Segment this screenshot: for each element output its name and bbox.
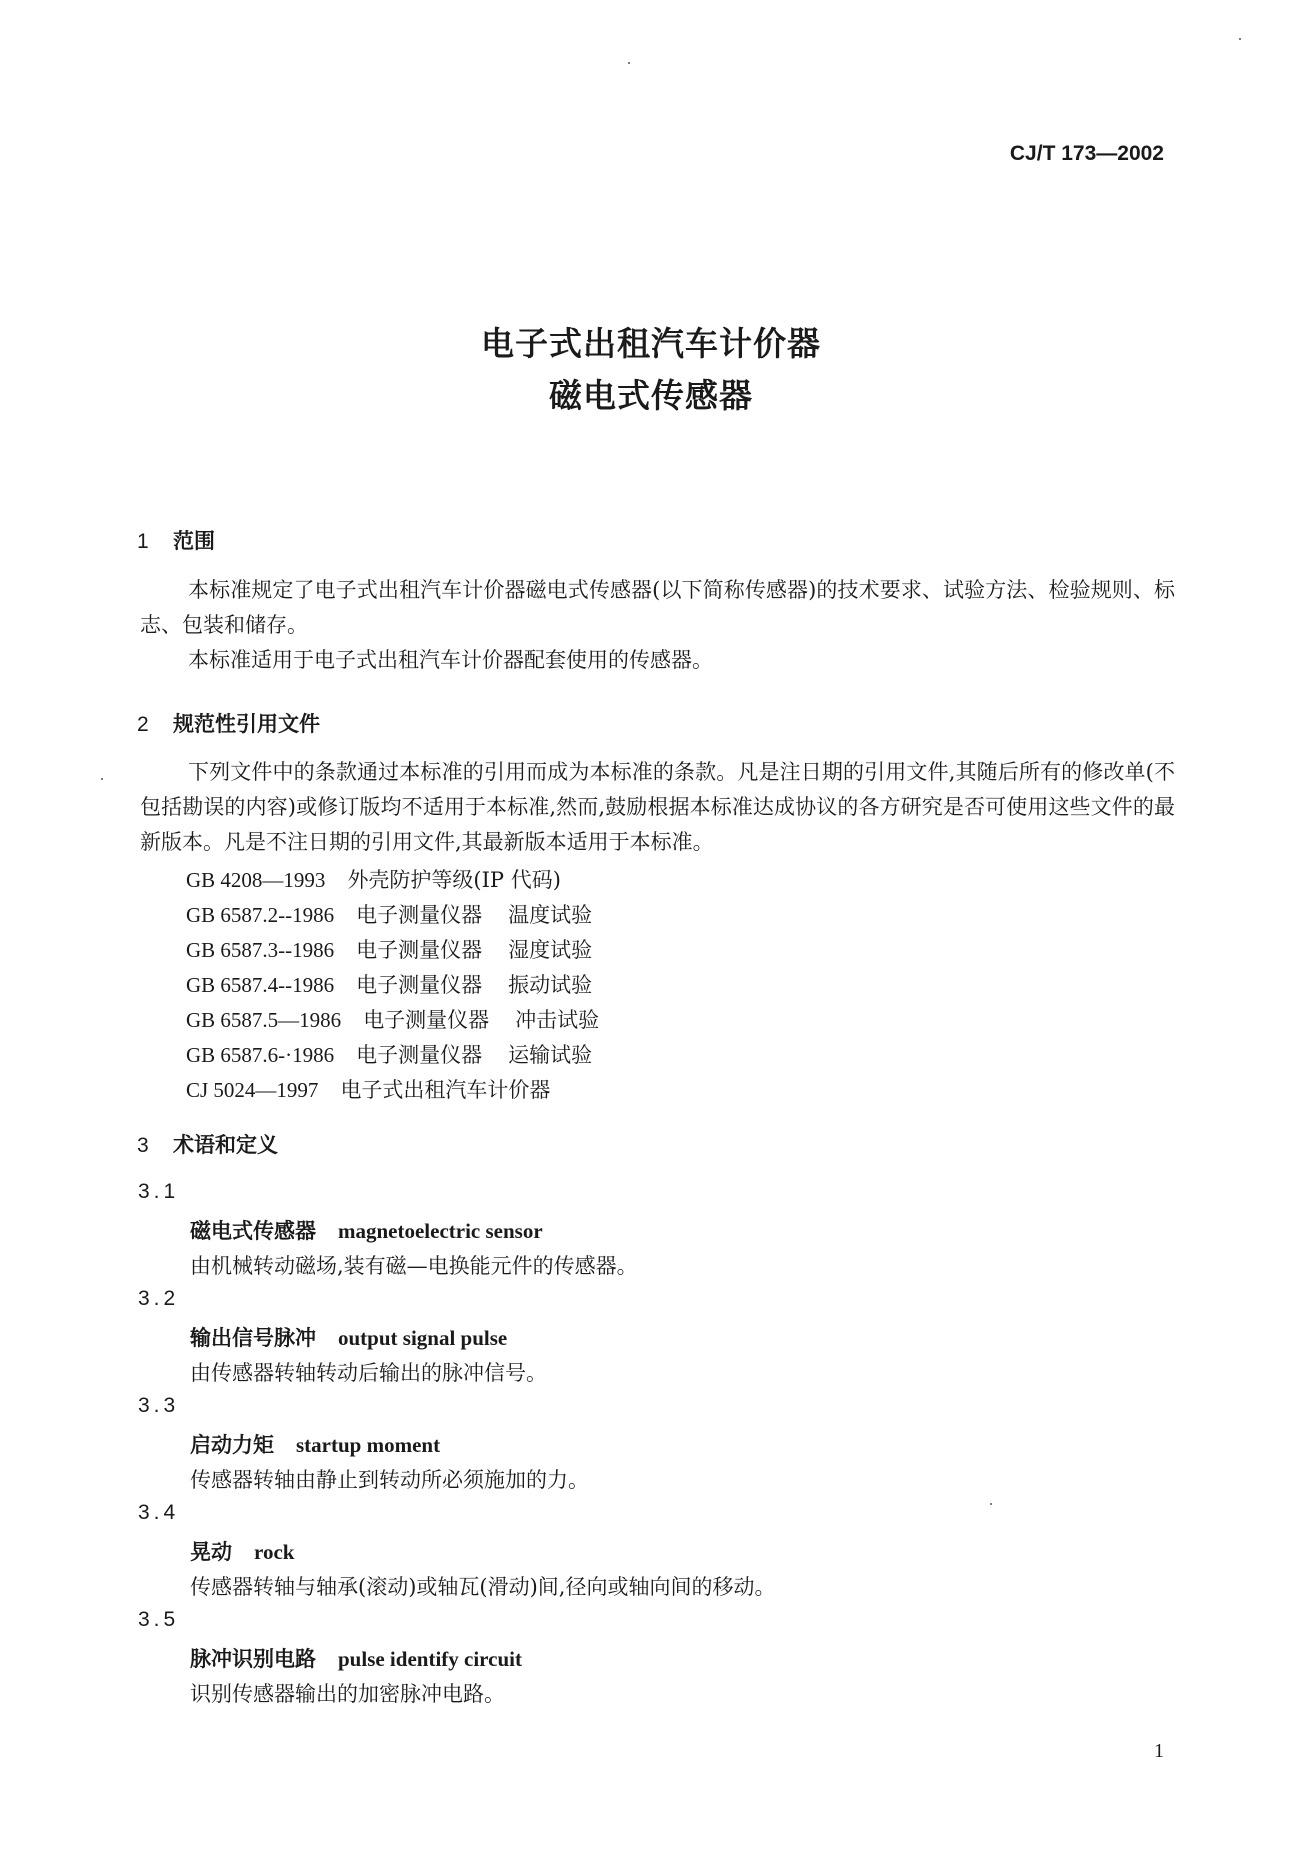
term-en: startup moment: [296, 1433, 441, 1457]
document-subtitle: 磁电式传感器: [549, 376, 753, 415]
term-definition: 识别传感器输出的加密脉冲电路。: [190, 1682, 505, 1706]
term-zh: 启动力矩: [190, 1433, 274, 1457]
clause-number: 3.4: [138, 1501, 180, 1524]
term-entry: [190, 1215, 543, 1245]
scan-speck: [1239, 38, 1241, 40]
reference-item: [186, 864, 561, 894]
scan-speck: [101, 778, 103, 780]
clause-number: 3.1: [138, 1180, 180, 1203]
standard-code: CJ/T 173—2002: [1009, 142, 1164, 165]
clause-number: 3.5: [138, 1608, 180, 1631]
reference-item: [186, 969, 592, 999]
reference-title: 电子式出租汽车计价器: [340, 1078, 551, 1102]
scan-speck: [628, 62, 630, 64]
paragraph: 本标准适用于电子式出租汽车计价器配套使用的传感器。: [188, 648, 713, 672]
reference-title: 电子测量仪器: [356, 938, 483, 962]
section-heading-terms-and-definitions: [137, 1129, 278, 1159]
section-title: 规范性引用文件: [173, 712, 320, 736]
term-definition: 传感器转轴与轴承(滚动)或轴瓦(滑动)间,径向或轴向间的移动。: [190, 1575, 776, 1599]
reference-item: [186, 934, 592, 964]
term-en: magnetoelectric sensor: [338, 1219, 543, 1243]
reference-code: GB 6587.6-·1986: [186, 1043, 335, 1067]
clause-number: 3.3: [138, 1394, 180, 1417]
term-zh: 输出信号脉冲: [190, 1326, 316, 1350]
document-title: 电子式出租汽车计价器: [481, 324, 821, 363]
reference-title: 电子测量仪器: [356, 1043, 483, 1067]
term-en: pulse identify circuit: [338, 1647, 522, 1671]
reference-title: 电子测量仪器: [363, 1008, 490, 1032]
reference-title: 外壳防护等级(IP 代码): [347, 868, 561, 892]
term-en: output signal pulse: [338, 1326, 508, 1350]
term-entry: [190, 1322, 507, 1352]
term-zh: 磁电式传感器: [190, 1219, 316, 1243]
reference-title: 电子测量仪器: [356, 903, 483, 927]
section-number: 2: [137, 713, 149, 736]
reference-item: [186, 1039, 592, 1069]
reference-subtitle: 运输试验: [508, 1043, 593, 1067]
term-definition: 由机械转动磁场,装有磁—电换能元件的传感器。: [190, 1254, 638, 1278]
term-en: rock: [254, 1540, 295, 1564]
section-heading-normative-references: [137, 708, 320, 738]
section-heading-scope: [137, 525, 215, 555]
reference-subtitle: 温度试验: [508, 903, 593, 927]
reference-code: GB 6587.5—1986: [186, 1008, 342, 1032]
paragraph: 本标准规定了电子式出租汽车计价器磁电式传感器(以下简称传感器)的技术要求、试验方法、检验规则、标志、包装和储存。: [140, 578, 1175, 637]
section-number: 3: [137, 1134, 149, 1157]
reference-title: 电子测量仪器: [356, 973, 483, 997]
term-definition: 由传感器转轴转动后输出的脉冲信号。: [190, 1361, 547, 1385]
scan-speck: [990, 1503, 992, 1505]
reference-code: GB 6587.3--1986: [186, 938, 335, 962]
reference-code: GB 4208—1993: [186, 868, 326, 892]
section-title: 术语和定义: [173, 1133, 278, 1157]
reference-item: [186, 1074, 550, 1104]
reference-code: GB 6587.4--1986: [186, 973, 335, 997]
reference-code: GB 6587.2--1986: [186, 903, 335, 927]
section-title: 范围: [173, 529, 215, 553]
term-definition: 传感器转轴由静止到转动所必须施加的力。: [190, 1468, 589, 1492]
term-entry: [190, 1536, 294, 1566]
term-entry: [190, 1429, 440, 1459]
section-number: 1: [137, 530, 149, 553]
term-zh: 晃动: [190, 1540, 232, 1564]
reference-subtitle: 振动试验: [508, 973, 593, 997]
term-entry: [190, 1643, 522, 1673]
term-zh: 脉冲识别电路: [190, 1647, 316, 1671]
paragraph: 下列文件中的条款通过本标准的引用而成为本标准的条款。凡是注日期的引用文件,其随后所有的修改单(不包括勘误的内容)或修订版均不适用于本标准,然而,鼓励根据本标准达成协议的各方研究是否可使用这些文件的最新版本。凡是不注日期的引用文件,其最新版本适用于本标准。: [140, 760, 1175, 854]
reference-item: [186, 899, 592, 929]
reference-item: [186, 1004, 599, 1034]
page-number: 1: [1154, 1740, 1164, 1762]
clause-number: 3.2: [138, 1287, 180, 1310]
reference-subtitle: 湿度试验: [508, 938, 593, 962]
reference-subtitle: 冲击试验: [515, 1008, 600, 1032]
reference-code: CJ 5024—1997: [186, 1078, 319, 1102]
